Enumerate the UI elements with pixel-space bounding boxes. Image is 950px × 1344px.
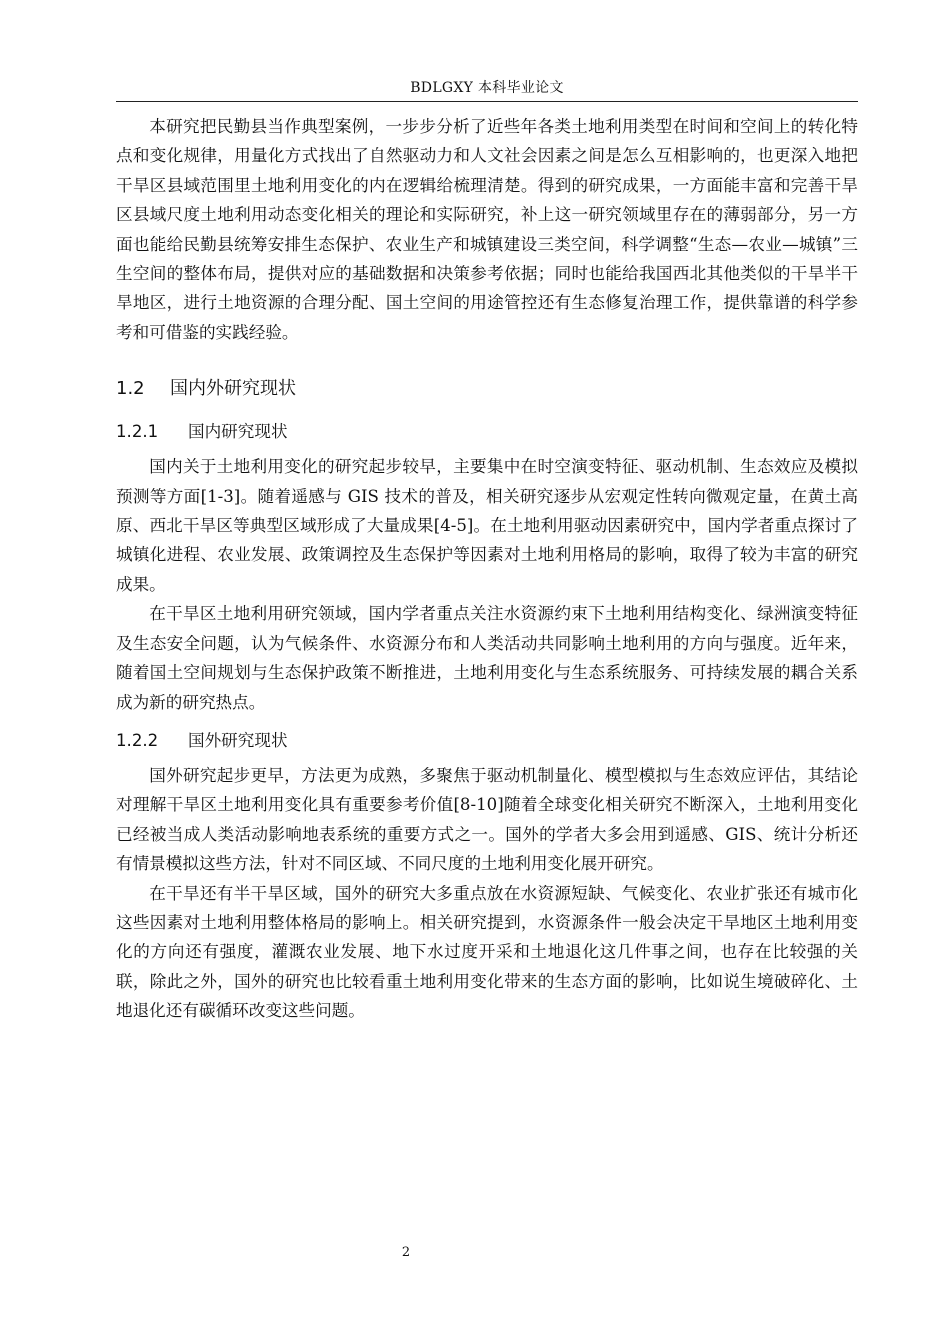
subsection-number: 1.2.1	[116, 422, 159, 442]
subsection-title: 国内研究现状	[188, 422, 288, 442]
section-title: 国内外研究现状	[170, 378, 296, 400]
section-number: 1.2	[116, 378, 145, 400]
intro-paragraph: 本研究把民勤县当作典型案例，一步步分析了近些年各类土地利用类型在时间和空间上的转化特点和变化规律，用量化方式找出了自然驱动力和人文社会因素之间是怎么互相影响的，也更深入地把干旱区县域范围里土地利用变化的内在逻辑给梳理清楚。得到的研究成果，一方面能丰富和完善干旱区县域尺度土地利用动态变化相关的理论和实际研究，补上这一研究领域里存在的薄弱部分，另一方面也能给民勤县统筹安排生态保护、农业生产和城镇建设三类空间，科学调整“生态—农业—城镇”三生空间的整体布局，提供对应的基础数据和决策参考依据；同时也能给我国西北其他类似的干旱半干旱地区，进行土地资源的合理分配、国土空间的用途管控还有生态修复治理工作，提供靠谱的科学参考和可借鉴的实践经验。	[116, 117, 858, 342]
page-number: 2	[401, 1245, 411, 1260]
foreign-paragraph-1: 国外研究起步更早，方法更为成熟，多聚焦于驱动机制量化、模型模拟与生态效应评估，其结论对理解干旱区土地利用变化具有重要参考价值[8-10]随着全球变化相关研究不断深入，土地利用变化已经被当成人类活动影响地表系统的重要方式之一。国外的学者大多会用到遥感、GIS、统计分析还有情景模拟这些方法，针对不同区域、不同尺度的土地利用变化展开研究。	[116, 765, 858, 874]
section-1-2-heading	[116, 374, 858, 404]
domestic-paragraph-1: 国内关于土地利用变化的研究起步较早，主要集中在时空演变特征、驱动机制、生态效应及模拟预测等方面[1-3]。随着遥感与 GIS 技术的普及，相关研究逐步从宏观定性转向微观定量，在黄土高原、西北干旱区等典型区域形成了大量成果[4-5]。在土地利用驱动因素研究中，国内学者重点探讨了城镇化进程、农业发展、政策调控及生态保护等因素对土地利用格局的影响，取得了较为丰富的研究成果。	[116, 457, 858, 594]
subsection-title: 国外研究现状	[188, 730, 288, 750]
section-1-2-2-heading	[116, 727, 858, 755]
section-1-2-1-heading	[116, 418, 858, 446]
page-body	[116, 112, 858, 1026]
foreign-paragraph-2: 在干旱还有半干旱区域，国外的研究大多重点放在水资源短缺、气候变化、农业扩张还有城市化这些因素对土地利用整体格局的影响上。相关研究提到，水资源条件一般会决定干旱地区土地利用变化的方向还有强度，灌溉农业发展、地下水过度开采和土地退化这几件事之间，也存在比较强的关联，除此之外，国外的研究也比较看重土地利用变化带来的生态方面的影响，比如说生境破碎化、土地退化还有碳循环改变这些问题。	[116, 883, 858, 1021]
header-rule	[116, 101, 858, 102]
domestic-paragraph-2: 在干旱区土地利用研究领域，国内学者重点关注水资源约束下土地利用结构变化、绿洲演变特征及生态安全问题，认为气候条件、水资源分布和人类活动共同影响土地利用的方向与强度。近年来，随着国土空间规划与生态保护政策不断推进，土地利用变化与生态系统服务、可持续发展的耦合关系成为新的研究热点。	[116, 604, 858, 712]
running-header: BDLGXY 本科毕业论文	[410, 80, 564, 96]
subsection-number: 1.2.2	[116, 730, 159, 750]
